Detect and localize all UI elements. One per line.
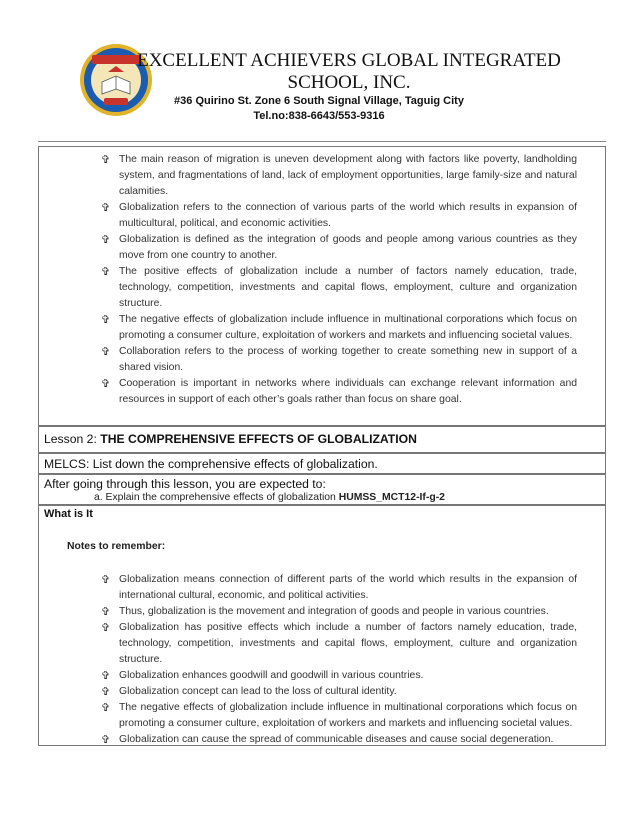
notes-bullet-item (39, 572, 605, 604)
summary-bullet-item (39, 232, 605, 264)
cross-bullet-icon: ✞ (101, 346, 111, 358)
cross-bullet-icon: ✞ (101, 670, 111, 682)
notes-bullet-item (39, 732, 605, 748)
bullet-text: Globalization has positive effects which include a number of factors namely education, trade, technology, competition, investments and capital flows, employment, culture and organization structure. (119, 622, 577, 665)
bullet-text: Globalization can cause the spread of communicable diseases and cause social degeneration. (119, 734, 554, 745)
notes-bullet-list (39, 572, 605, 748)
bullet-text: The negative effects of globalization include influence in multinational corporations which focus on promoting a consumer culture, exploitation of workers and markets and influencing societal values. (119, 314, 577, 341)
what-is-it-heading: What is It (44, 508, 93, 520)
summary-bullet-item (39, 200, 605, 232)
bullet-text: Thus, globalization is the movement and integration of goods and people in various countries. (119, 606, 549, 617)
lesson-title-row (38, 426, 606, 453)
cross-bullet-icon: ✞ (101, 734, 111, 746)
bullet-text: Globalization refers to the connection of various parts of the world which results in expansion of multicultural, political, and economic activities. (119, 202, 577, 229)
bullet-text: Globalization concept can lead to the loss of cultural identity. (119, 686, 397, 697)
document-header (0, 0, 638, 140)
summary-bullet-item (39, 152, 605, 200)
school-name-line1: EXCELLENT ACHIEVERS GLOBAL INTEGRATED (137, 50, 561, 71)
notes-bullet-item (39, 620, 605, 668)
melcs-text: MELCS: List down the comprehensive effects of globalization. (44, 457, 378, 471)
cross-bullet-icon: ✞ (101, 266, 111, 278)
bullet-text: The main reason of migration is uneven development along with factors like poverty, landholding system, and fragmentations of land, lack of employment opportunities, large family-size and natural calamities. (119, 154, 577, 197)
objectives-row (38, 474, 606, 505)
notes-bullet-item (39, 604, 605, 620)
bullet-text: The positive effects of globalization include a number of factors namely education, trade, technology, competition, investments and capital flows, employment, culture and organization structure. (119, 266, 577, 309)
bullet-text: Collaboration refers to the process of working together to create something new in support of a shared vision. (119, 346, 577, 373)
cross-bullet-icon: ✞ (101, 202, 111, 214)
header-divider (38, 141, 606, 142)
notes-bullet-item (39, 668, 605, 684)
summary-bullet-list (39, 152, 605, 408)
cross-bullet-icon: ✞ (101, 314, 111, 326)
notes-bullet-item (39, 700, 605, 732)
bullet-text: The negative effects of globalization include influence in multinational corporations which focus on promoting a consumer culture, exploitation of workers and markets and influencing societal values. (119, 702, 577, 729)
school-name-line2: SCHOOL, INC. (287, 72, 411, 93)
cross-bullet-icon: ✞ (101, 702, 111, 714)
lesson-label: Lesson 2: (44, 432, 101, 446)
objective-item (39, 491, 605, 504)
summary-bullet-item (39, 344, 605, 376)
school-address: #36 Quirino St. Zone 6 South Signal Village, Taguig City (174, 95, 464, 107)
bullet-text: Globalization is defined as the integration of goods and people among various countries as they move from one country to another. (119, 234, 577, 261)
objective-code: HUMSS_MCT12-If-g-2 (338, 492, 445, 503)
notes-heading: Notes to remember: (67, 541, 166, 552)
what-is-it-section (38, 505, 606, 746)
summary-section (38, 146, 606, 426)
cross-bullet-icon: ✞ (101, 686, 111, 698)
school-contact (0, 94, 638, 124)
notes-bullet-item (39, 684, 605, 700)
cross-bullet-icon: ✞ (101, 378, 111, 390)
cross-bullet-icon: ✞ (101, 606, 111, 618)
bullet-text: Cooperation is important in networks where individuals can exchange relevant information and resources in support of each other’s goals rather than focus on share goal. (119, 378, 577, 405)
bullet-text: Globalization means connection of different parts of the world which results in the expansion of international cultural, economic, and political activities. (119, 574, 577, 601)
cross-bullet-icon: ✞ (101, 574, 111, 586)
summary-bullet-item (39, 376, 605, 408)
lesson-title: THE COMPREHENSIVE EFFECTS OF GLOBALIZATION (100, 432, 417, 446)
summary-bullet-item (39, 312, 605, 344)
cross-bullet-icon: ✞ (101, 154, 111, 166)
melcs-row (38, 453, 606, 474)
school-name (134, 50, 564, 94)
objective-item-text: a. Explain the comprehensive effects of globalization (94, 492, 339, 503)
school-telephone: Tel.no:838-6643/553-9316 (253, 110, 385, 122)
cross-bullet-icon: ✞ (101, 234, 111, 246)
bullet-text: Globalization enhances goodwill and goodwill in various countries. (119, 670, 424, 681)
cross-bullet-icon: ✞ (101, 622, 111, 634)
objectives-intro: After going through this lesson, you are expected to: (44, 477, 326, 491)
summary-bullet-item (39, 264, 605, 312)
